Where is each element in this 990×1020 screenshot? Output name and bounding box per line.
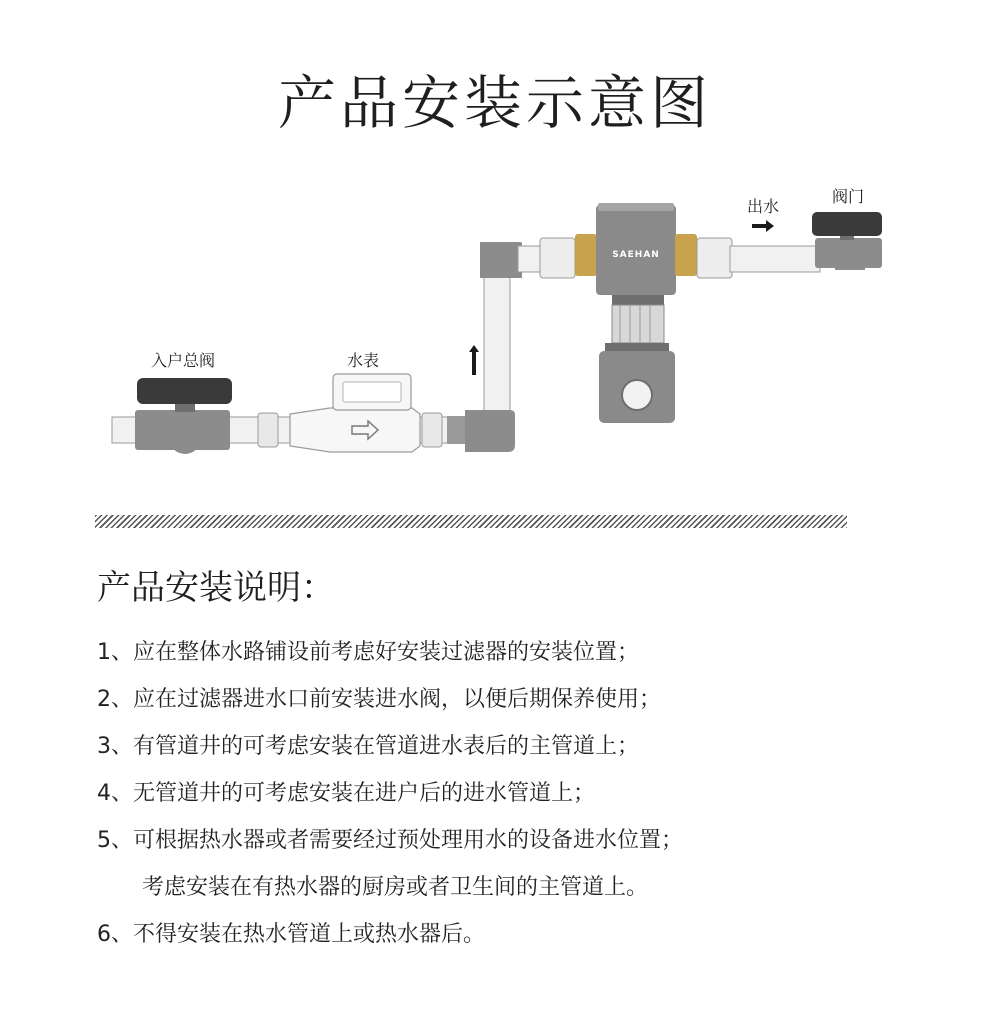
page-title: 产品安装示意图: [277, 69, 712, 137]
outlet-valve: [812, 212, 882, 270]
section-heading: 产品安装说明：: [97, 568, 335, 608]
elbow-bottom: [465, 410, 515, 452]
inlet-union: [540, 238, 575, 278]
instruction-item: 2、应在过滤器进水口前安装进水阀，以便后期保养使用；: [97, 687, 661, 712]
pre-filter: [596, 203, 676, 423]
instruction-item: 1、应在整体水路铺设前考虑好安装过滤器的安装位置；: [97, 640, 639, 665]
meter-fitting-left: [258, 413, 278, 447]
brass-nut-right: [675, 234, 697, 276]
main-valve: [135, 378, 232, 454]
instruction-list: [97, 640, 683, 969]
brass-nut-left: [575, 234, 597, 276]
water-meter: [290, 374, 420, 452]
outlet-pipe: [730, 246, 820, 272]
riser-pipe: [484, 265, 510, 430]
outlet-arrow-icon: [752, 220, 774, 232]
installation-diagram: [0, 170, 990, 470]
hatched-divider: [95, 515, 847, 528]
flush-button-icon: [622, 380, 652, 410]
outlet-union: [697, 238, 732, 278]
outlet-valve-handle: [812, 212, 882, 236]
outlet-label: 出水: [746, 197, 780, 216]
up-arrow-icon: [469, 345, 479, 375]
elbow-top: [480, 242, 522, 278]
instruction-item: 4、无管道井的可考虑安装在进户后的进水管道上；: [97, 781, 595, 806]
valve-label: 阀门: [831, 187, 865, 206]
fitting-small: [447, 416, 465, 444]
valve-handle: [137, 378, 232, 404]
instruction-item: 3、有管道井的可考虑安装在管道进水表后的主管道上；: [97, 734, 639, 759]
brand-logo: SAEHAN: [612, 250, 660, 260]
meter-fitting-right: [422, 413, 442, 447]
water-meter-label: 水表: [346, 351, 380, 370]
main-valve-label: 入户总阀: [150, 351, 216, 370]
instruction-item-continuation: 考虑安装在有热水器的厨房或者卫生间的主管道上。: [142, 875, 649, 900]
instruction-item: 6、不得安装在热水管道上或热水器后。: [97, 922, 485, 947]
instruction-item: 5、可根据热水器或者需要经过预处理用水的设备进水位置；: [97, 828, 683, 853]
